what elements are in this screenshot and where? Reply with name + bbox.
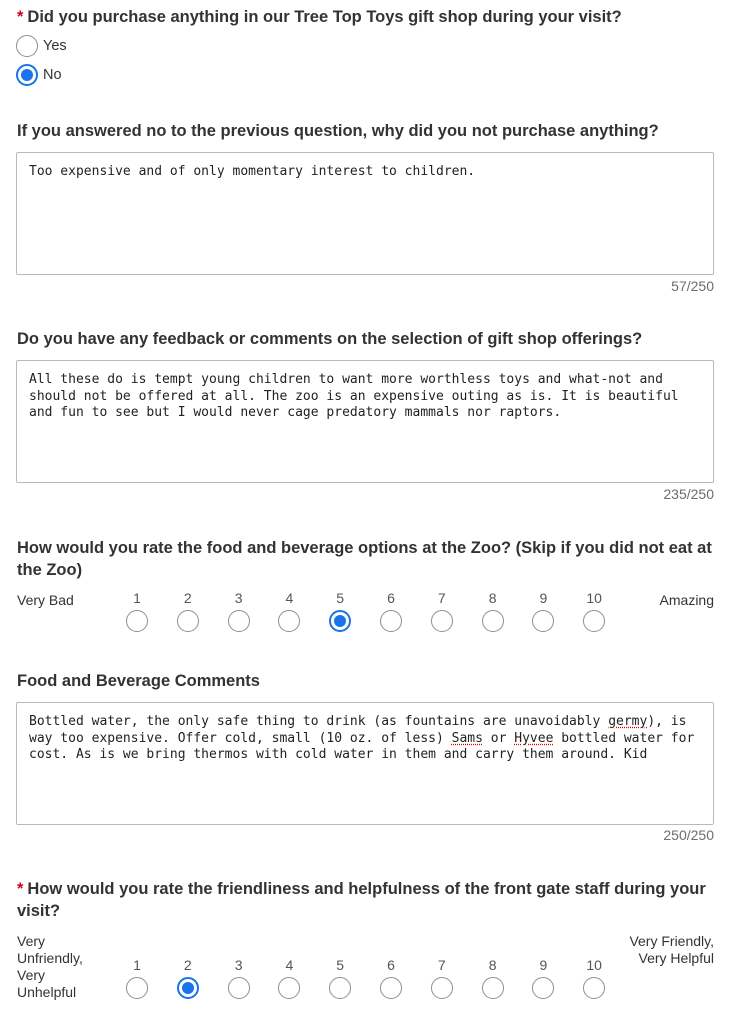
food-scale-number-8: 8 (488, 590, 497, 606)
gift-shop-feedback-textarea[interactable]: All these do is tempt young children to want more worthless toys and what-not and should not be offered at all. The zoo is an expensive outing as is. It is beautiful and fun to see but I would never cage predatory mammals nor raptors. (16, 360, 714, 483)
text-segment: or (482, 730, 515, 746)
gate-staff-scale-number-5: 5 (336, 957, 345, 973)
food-rating-option-2[interactable] (177, 610, 199, 632)
required-mark: * (17, 880, 24, 898)
gate-staff-rating-radio-1[interactable] (126, 977, 148, 999)
why-no-purchase-char-counter: 57/250 (671, 278, 714, 294)
gate-staff-rating-option-2[interactable] (177, 977, 199, 999)
text-segment: bottled water for cost. As is we bring thermos with cold water in them and carry them around. Kid (29, 730, 703, 762)
food-comments-char-counter: 250/250 (663, 827, 714, 843)
food-rating-option-6[interactable] (380, 610, 402, 632)
food-rating-radio-8[interactable] (482, 610, 504, 632)
radio-button-no[interactable] (16, 64, 38, 86)
food-scale-number-3: 3 (234, 590, 243, 606)
gate-staff-scale-number-6: 6 (387, 957, 395, 973)
gate-staff-scale-number-7: 7 (437, 957, 446, 973)
misspelled-word: Hyvee (514, 730, 554, 746)
food-rating-high-label: Amazing (659, 592, 714, 608)
food-scale-number-2: 2 (183, 590, 192, 606)
food-scale-number-6: 6 (387, 590, 395, 606)
food-scale-number-7: 7 (437, 590, 446, 606)
gate-staff-scale-number-1: 1 (133, 957, 141, 973)
text-segment: ), is way too expensive. Offer cold, small (10 oz. of less) (29, 714, 695, 746)
gate-staff-rating-option-10[interactable] (583, 977, 605, 999)
required-mark: * (17, 8, 24, 26)
gate-staff-rating-radio-10[interactable] (583, 977, 605, 999)
food-comments-textarea[interactable] (16, 702, 714, 825)
gate-staff-scale-number-10: 10 (586, 957, 602, 973)
food-rating-radio-10[interactable] (583, 610, 605, 632)
food-rating-option-3[interactable] (228, 610, 250, 632)
gate-staff-rating-low-label: Very Unfriendly, Very Unhelpful (17, 933, 83, 1000)
question-gate-staff-rating-title (17, 878, 713, 922)
question-food-rating-title: How would you rate the food and beverage options at the Zoo? (Skip if you did not eat at the Zoo) (17, 539, 712, 579)
food-rating-radio-7[interactable] (431, 610, 453, 632)
food-scale-number-5: 5 (336, 590, 345, 606)
question-gift-shop-feedback-title: Do you have any feedback or comments on the selection of gift shop offerings? (17, 330, 643, 348)
gate-staff-rating-option-5[interactable] (329, 977, 351, 999)
gift-shop-feedback-char-counter: 235/250 (663, 486, 714, 502)
radio-option-yes[interactable] (16, 35, 67, 57)
food-rating-low-label: Very Bad (17, 592, 74, 608)
food-rating-option-4[interactable] (278, 610, 300, 632)
question-why-no-purchase-title: If you answered no to the previous question, why did you not purchase anything? (17, 122, 659, 140)
food-rating-radio-2[interactable] (177, 610, 199, 632)
food-rating-option-1[interactable] (126, 610, 148, 632)
food-scale-number-4: 4 (285, 590, 294, 606)
food-rating-option-9[interactable] (532, 610, 554, 632)
food-rating-radio-6[interactable] (380, 610, 402, 632)
gate-staff-rating-option-1[interactable] (126, 977, 148, 999)
radio-button-yes[interactable] (16, 35, 38, 57)
gate-staff-rating-option-6[interactable] (380, 977, 402, 999)
food-scale-number-1: 1 (133, 590, 141, 606)
gate-staff-rating-high-label: Very Friendly, Very Helpful (629, 933, 714, 966)
why-no-purchase-textarea[interactable]: Too expensive and of only momentary interest to children. (16, 152, 714, 275)
question-text: Did you purchase anything in our Tree Top Toys gift shop during your visit? (27, 8, 622, 26)
food-scale-number-9: 9 (539, 590, 548, 606)
question-food-comments-title: Food and Beverage Comments (17, 672, 260, 690)
question-gift-shop-purchase-title (17, 6, 713, 28)
gate-staff-rating-radio-7[interactable] (431, 977, 453, 999)
gate-staff-rating-option-7[interactable] (431, 977, 453, 999)
food-rating-radio-3[interactable] (228, 610, 250, 632)
food-rating-radio-9[interactable] (532, 610, 554, 632)
radio-label-yes: Yes (43, 38, 67, 54)
question-text: How would you rate the friendliness and helpfulness of the front gate staff during your visit? (17, 880, 706, 920)
gate-staff-rating-radio-5[interactable] (329, 977, 351, 999)
gate-staff-rating-radio-2[interactable] (177, 977, 199, 999)
food-rating-option-5[interactable] (329, 610, 351, 632)
gate-staff-scale-number-3: 3 (234, 957, 243, 973)
radio-option-no[interactable] (16, 64, 62, 86)
food-rating-radio-1[interactable] (126, 610, 148, 632)
gate-staff-scale-number-9: 9 (539, 957, 548, 973)
gate-staff-scale-number-2: 2 (183, 957, 192, 973)
gate-staff-rating-option-8[interactable] (482, 977, 504, 999)
gate-staff-rating-radio-6[interactable] (380, 977, 402, 999)
gate-staff-rating-radio-3[interactable] (228, 977, 250, 999)
gate-staff-rating-option-9[interactable] (532, 977, 554, 999)
gate-staff-scale-number-4: 4 (285, 957, 294, 973)
food-rating-radio-4[interactable] (278, 610, 300, 632)
misspelled-word: Sams (451, 730, 483, 746)
gate-staff-rating-radio-4[interactable] (278, 977, 300, 999)
food-rating-radio-5[interactable] (329, 610, 351, 632)
text-segment: Bottled water, the only safe thing to drink (as fountains are unavoidably (29, 714, 609, 729)
radio-label-no: No (43, 67, 62, 83)
gate-staff-rating-option-3[interactable] (228, 977, 250, 999)
food-rating-option-7[interactable] (431, 610, 453, 632)
food-scale-number-10: 10 (586, 590, 602, 606)
misspelled-word: germy (608, 714, 648, 729)
gate-staff-rating-radio-9[interactable] (532, 977, 554, 999)
food-rating-option-10[interactable] (583, 610, 605, 632)
gate-staff-scale-number-8: 8 (488, 957, 497, 973)
gate-staff-rating-radio-8[interactable] (482, 977, 504, 999)
food-rating-option-8[interactable] (482, 610, 504, 632)
gate-staff-rating-option-4[interactable] (278, 977, 300, 999)
